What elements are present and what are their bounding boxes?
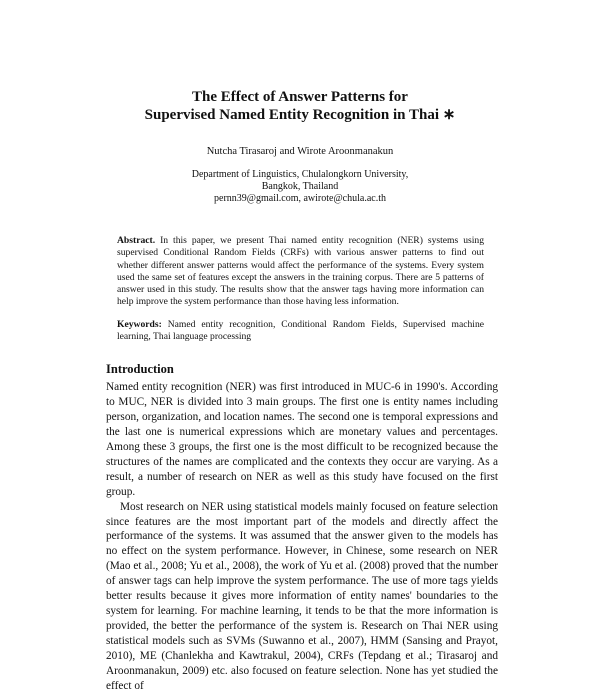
section-body: [106, 380, 498, 693]
footnote-marker: ∗: [442, 107, 456, 123]
keywords-text: Named entity recognition, Conditional Random Fields, Supervised machine learning, Thai language processing: [117, 318, 484, 343]
affiliation-department: Department of Linguistics, Chulalongkorn University,: [191, 169, 409, 180]
section-heading: Introduction: [106, 362, 174, 377]
authors: Nutcha Tirasaroj and Wirote Aroonmanakun: [206, 146, 394, 157]
abstract-text: In this paper, we present Thai named entity recognition (NER) systems using supervised Conditional Random Fields (CRFs) with various answer patterns to find out whether different answer patterns would affect the performance of the systems. Every system used the same set of features except the answers in the training corpus. There are 5 patterns of answer used in this study. The results show that the answer tags having more information can help improve the system performance than those having less information.: [117, 235, 484, 308]
paragraph-1: Named entity recognition (NER) was first introduced in MUC-6 in 1990's. According to MUC, NER is divided into 3 main groups. The first one is entity names including person, organization, and location names. The second one is temporal expressions and the last one is numerical expressions which are monetary values and percentages. Among these 3 groups, the first one is the most difficult to be recognized because the structures of the names are complicated and the contexts they occur are varying. As a result, a number of research on NER as well as this study have focused on the first group.: [106, 381, 498, 498]
abstract-label: Abstract.: [117, 235, 156, 246]
paper-title-line-1: The Effect of Answer Patterns for: [192, 89, 408, 105]
keywords: [117, 319, 484, 344]
author-emails: pernn39@gmail.com, awirote@chula.ac.th: [214, 193, 386, 204]
abstract: [117, 235, 484, 309]
keywords-label: Keywords:: [117, 318, 162, 330]
paper-title-line-2: [0, 106, 600, 124]
affiliation-city: Bangkok, Thailand: [261, 181, 339, 192]
paragraph-2: Most research on NER using statistical models mainly focused on feature selection since features are the most important part of the models and directly affect the performance of the systems. It was assumed that the answer given to the models has no effect on the system performance. However, in Chinese, some research on NER (Mao et al., 2008; Yu et al., 2008), the work of Yu et al. (2008) proved that the number of answer tags can help improve the system performance. The use of more tags yields better results because it gives more information of entity names' boundaries to the system for learning. For machine learning, it tends to be that the more information is provided, the better the performance of the system is. Research on Thai NER using statistical models such as SVMs (Suwanno et al., 2007), HMM (Sansing and Prayot, 2010), ME (Chanlekha and Kawtrakul, 2004), CRFs (Tepdang et al.; Tirasaroj and Aroonmanakun, 2009) etc. also focused on feature selection. None has yet studied the effect of: [106, 500, 498, 692]
title-text: Supervised Named Entity Recognition in Thai: [144, 107, 440, 123]
